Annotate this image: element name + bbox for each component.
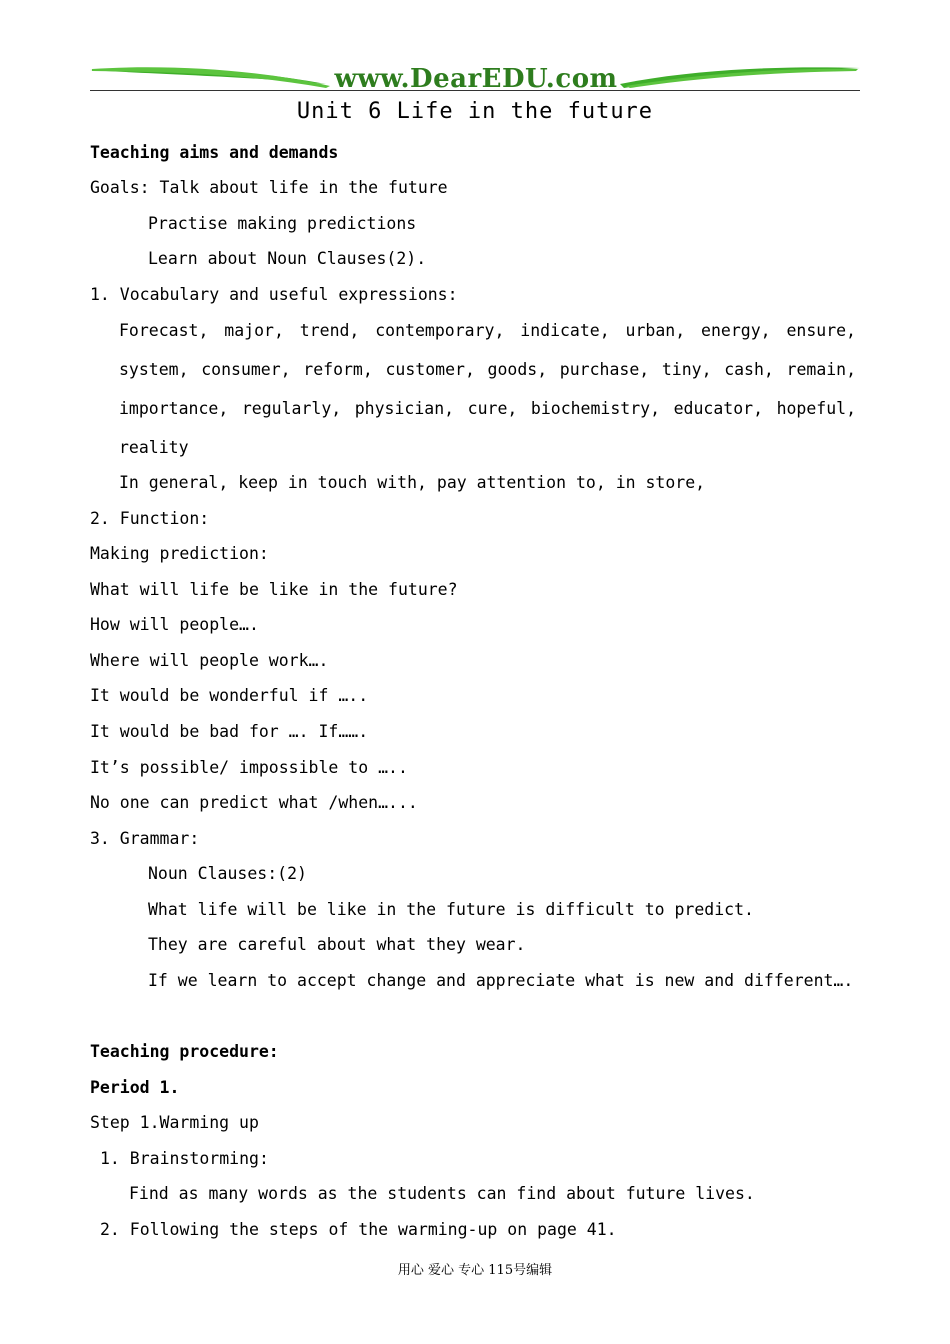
vocab-word: ensure, — [786, 321, 856, 340]
vocabulary-heading: 1. Vocabulary and useful expressions: — [90, 285, 458, 304]
vocab-word: reform, — [303, 360, 373, 379]
function-line: Making prediction: — [90, 544, 269, 563]
vocab-word: cure, — [467, 399, 518, 418]
aims-heading: Teaching aims and demands — [90, 143, 339, 162]
vocab-word: indicate, — [520, 321, 610, 340]
function-heading: 2. Function: — [90, 509, 210, 528]
vocabulary-row — [119, 360, 856, 380]
function-line: It’s possible/ impossible to ….. — [90, 758, 408, 777]
vocab-word: remain, — [786, 360, 857, 379]
function-line: It would be wonderful if ….. — [90, 686, 369, 705]
grammar-line: Noun Clauses:(2) — [148, 864, 307, 883]
step-item-label: 2. Following the steps of the warming-up on page 41. — [100, 1220, 617, 1239]
step-heading: Step 1.Warming up — [90, 1113, 259, 1132]
function-line: What will life be like in the future? — [90, 580, 458, 599]
function-line: It would be bad for …. If……. — [90, 722, 369, 741]
vocab-word: tiny, — [661, 360, 712, 379]
function-line: No one can predict what /when…... — [90, 793, 418, 812]
goal-line: Learn about Noun Clauses(2). — [148, 249, 427, 268]
vocab-word: cash, — [724, 360, 774, 379]
grammar-line: They are careful about what they wear. — [148, 935, 526, 954]
function-line: How will people…. — [90, 615, 259, 634]
vocabulary-row — [119, 399, 856, 419]
vocab-word: hopeful, — [776, 399, 857, 418]
vocab-word: contemporary, — [375, 321, 505, 340]
page-title: Unit 6 Life in the future — [296, 99, 654, 124]
useful-expressions: In general, keep in touch with, pay attention to, in store, — [119, 473, 706, 492]
function-line: Where will people work…. — [90, 651, 329, 670]
vocab-word: customer, — [385, 360, 475, 379]
vocab-word: physician, — [354, 399, 455, 418]
vocab-word: trend, — [299, 321, 360, 340]
vocab-word: importance, — [119, 399, 229, 418]
vocab-word: goods, — [487, 360, 548, 379]
goal-line: Practise making predictions — [148, 214, 417, 233]
grammar-line: If we learn to accept change and appreciate what is new and different…. — [148, 971, 854, 990]
vocab-word: educator, — [673, 399, 763, 418]
vocab-word: consumer, — [201, 360, 291, 379]
vocab-word: major, — [224, 321, 284, 340]
vocab-word: regularly, — [241, 399, 342, 418]
step-item-label: 1. Brainstorming: — [100, 1149, 269, 1168]
site-logo-text: www.DearEDU.com — [334, 64, 618, 94]
vocab-word: Forecast, — [119, 321, 209, 340]
vocabulary-row — [119, 321, 856, 341]
grammar-heading: 3. Grammar: — [90, 829, 200, 848]
vocab-word: energy, — [701, 321, 771, 340]
vocab-word: biochemistry, — [530, 399, 661, 418]
goal-line: Goals: Talk about life in the future — [90, 178, 448, 197]
period-heading: Period 1. — [90, 1078, 180, 1097]
grammar-line: What life will be like in the future is difficult to predict. — [148, 900, 754, 919]
vocab-word: system, — [119, 360, 189, 379]
procedure-heading: Teaching procedure: — [90, 1042, 279, 1061]
vocab-word: reality — [119, 438, 189, 457]
vocab-word: purchase, — [559, 360, 650, 379]
vocabulary-row — [119, 438, 856, 458]
step-item-detail: Find as many words as the students can find about future lives. — [129, 1184, 755, 1203]
vocab-word: urban, — [625, 321, 686, 340]
page-footer: 用心 爱心 专心 115号编辑 — [397, 1263, 553, 1278]
header-rule — [90, 90, 860, 91]
